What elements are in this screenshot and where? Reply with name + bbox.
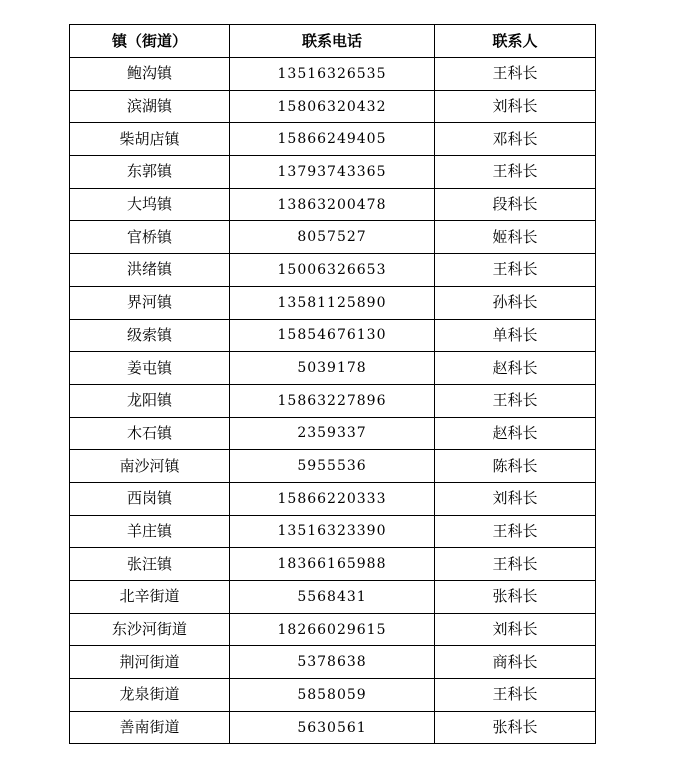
contact-cell: 陈科长 <box>435 450 596 483</box>
table-row <box>70 482 596 515</box>
phone-cell: 15866220333 <box>230 482 435 515</box>
town-cell: 大坞镇 <box>70 188 230 221</box>
table-row <box>70 581 596 614</box>
contact-cell: 王科长 <box>435 384 596 417</box>
contact-cell: 王科长 <box>435 254 596 287</box>
table-row <box>70 221 596 254</box>
phone-cell: 15806320432 <box>230 90 435 123</box>
table-row <box>70 417 596 450</box>
table-row <box>70 711 596 744</box>
table-row <box>70 613 596 646</box>
phone-cell: 13793743365 <box>230 156 435 189</box>
contact-cell: 邓科长 <box>435 123 596 156</box>
header-town: 镇（街道） <box>70 25 230 58</box>
town-cell: 东郭镇 <box>70 156 230 189</box>
contact-cell: 单科长 <box>435 319 596 352</box>
town-cell: 滨湖镇 <box>70 90 230 123</box>
contact-cell: 刘科长 <box>435 613 596 646</box>
phone-cell: 15006326653 <box>230 254 435 287</box>
contact-cell: 段科长 <box>435 188 596 221</box>
phone-cell: 15854676130 <box>230 319 435 352</box>
contact-cell: 王科长 <box>435 679 596 712</box>
table-row <box>70 515 596 548</box>
contact-cell: 姬科长 <box>435 221 596 254</box>
table-row <box>70 679 596 712</box>
table-row <box>70 384 596 417</box>
table-row <box>70 319 596 352</box>
header-phone: 联系电话 <box>230 25 435 58</box>
header-contact: 联系人 <box>435 25 596 58</box>
contact-cell: 张科长 <box>435 581 596 614</box>
town-cell: 鲍沟镇 <box>70 58 230 91</box>
phone-cell: 13516326535 <box>230 58 435 91</box>
town-cell: 羊庄镇 <box>70 515 230 548</box>
contact-cell: 王科长 <box>435 156 596 189</box>
table-row <box>70 254 596 287</box>
town-cell: 北辛街道 <box>70 581 230 614</box>
contact-cell: 王科长 <box>435 548 596 581</box>
table-row <box>70 90 596 123</box>
phone-cell: 15863227896 <box>230 384 435 417</box>
phone-cell: 5858059 <box>230 679 435 712</box>
phone-cell: 5039178 <box>230 352 435 385</box>
contact-cell: 刘科长 <box>435 482 596 515</box>
phone-cell: 5630561 <box>230 711 435 744</box>
table-row <box>70 548 596 581</box>
contact-table <box>69 24 596 744</box>
phone-cell: 15866249405 <box>230 123 435 156</box>
town-cell: 西岗镇 <box>70 482 230 515</box>
phone-cell: 18366165988 <box>230 548 435 581</box>
contact-cell: 赵科长 <box>435 417 596 450</box>
town-cell: 木石镇 <box>70 417 230 450</box>
contact-cell: 赵科长 <box>435 352 596 385</box>
table-row <box>70 286 596 319</box>
town-cell: 姜屯镇 <box>70 352 230 385</box>
table-row <box>70 156 596 189</box>
town-cell: 龙泉街道 <box>70 679 230 712</box>
town-cell: 荆河街道 <box>70 646 230 679</box>
contact-cell: 刘科长 <box>435 90 596 123</box>
town-cell: 东沙河街道 <box>70 613 230 646</box>
town-cell: 柴胡店镇 <box>70 123 230 156</box>
table-row <box>70 450 596 483</box>
phone-cell: 18266029615 <box>230 613 435 646</box>
contact-cell: 王科长 <box>435 58 596 91</box>
town-cell: 级索镇 <box>70 319 230 352</box>
phone-cell: 13581125890 <box>230 286 435 319</box>
contact-cell: 张科长 <box>435 711 596 744</box>
table-row <box>70 58 596 91</box>
phone-cell: 13516323390 <box>230 515 435 548</box>
table-header-row <box>70 25 596 58</box>
table-row <box>70 188 596 221</box>
phone-cell: 5378638 <box>230 646 435 679</box>
table-body <box>70 58 596 744</box>
contact-cell: 商科长 <box>435 646 596 679</box>
town-cell: 洪绪镇 <box>70 254 230 287</box>
town-cell: 善南街道 <box>70 711 230 744</box>
table-row <box>70 352 596 385</box>
phone-cell: 5568431 <box>230 581 435 614</box>
phone-cell: 5955536 <box>230 450 435 483</box>
phone-cell: 2359337 <box>230 417 435 450</box>
contact-cell: 孙科长 <box>435 286 596 319</box>
town-cell: 龙阳镇 <box>70 384 230 417</box>
town-cell: 张汪镇 <box>70 548 230 581</box>
phone-cell: 8057527 <box>230 221 435 254</box>
phone-cell: 13863200478 <box>230 188 435 221</box>
town-cell: 界河镇 <box>70 286 230 319</box>
table-row <box>70 646 596 679</box>
town-cell: 官桥镇 <box>70 221 230 254</box>
town-cell: 南沙河镇 <box>70 450 230 483</box>
contact-cell: 王科长 <box>435 515 596 548</box>
table-row <box>70 123 596 156</box>
